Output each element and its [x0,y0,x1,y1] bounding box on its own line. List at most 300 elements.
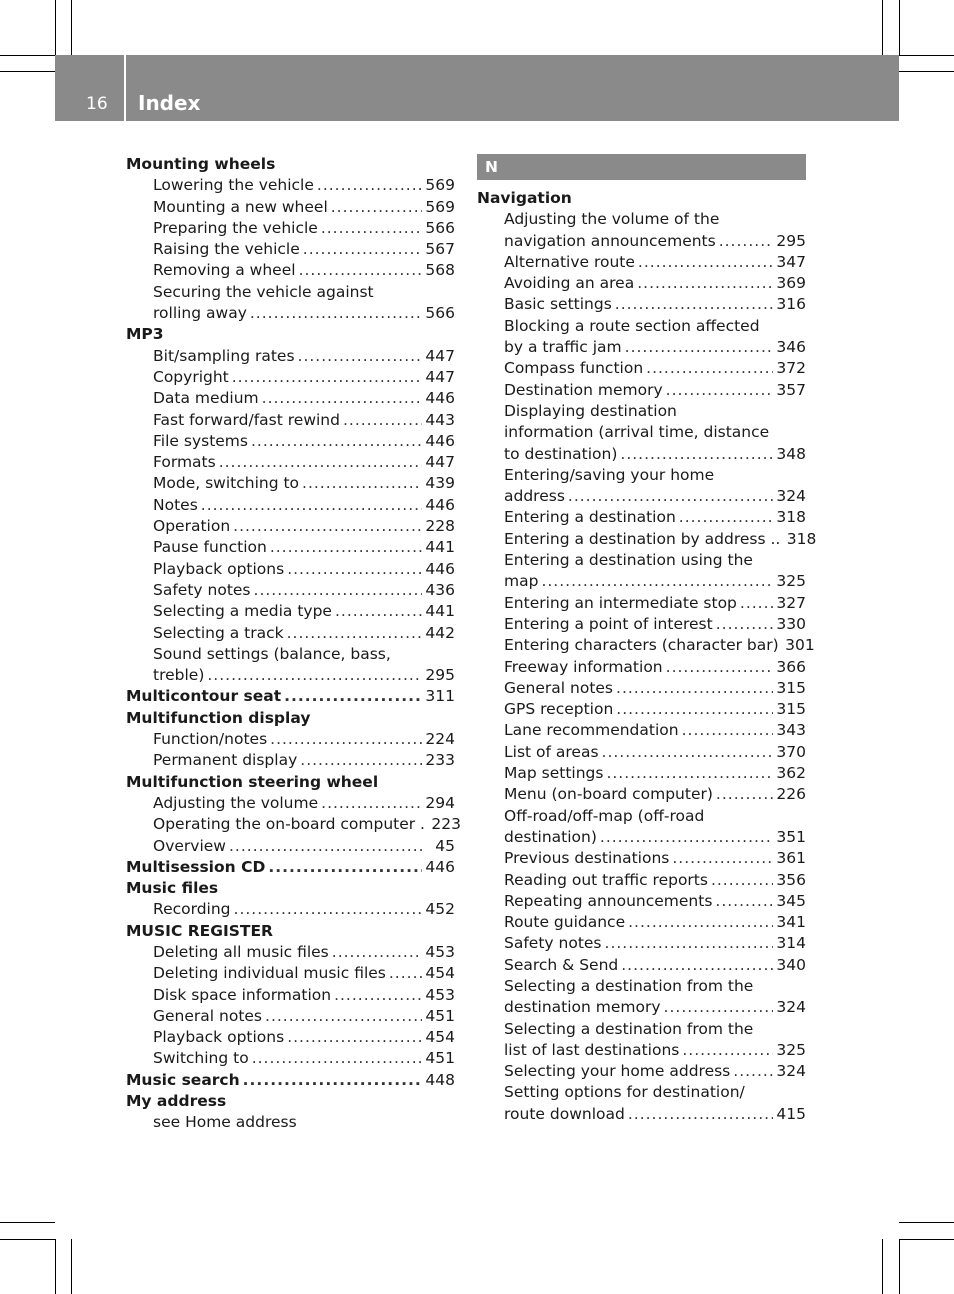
entry-text: Operating the on-board computer . [153,815,425,834]
entry-text: Securing the vehicle against [153,282,374,301]
index-entry [477,699,806,720]
dot-leader [243,1070,422,1091]
section-letter-bar: N [477,154,806,180]
entry-text: Bit/sampling rates [153,346,295,365]
dot-leader [389,963,422,984]
entry-text: Basic settings [504,295,612,314]
index-entry [126,644,455,665]
index-entry [477,1104,806,1125]
entry-text: Route guidance [504,913,626,932]
dot-leader [733,1061,773,1082]
dot-leader [664,997,773,1018]
entry-text: Operation [153,517,231,536]
index-entry [126,175,455,196]
page-reference: 453 [425,985,455,1004]
page-reference: 324 [776,1062,806,1081]
index-entry [126,282,455,303]
page-reference: 315 [776,700,806,719]
crop-mark [899,0,900,55]
page-number: 16 [86,94,108,114]
header-divider [124,55,126,121]
index-entry [477,529,817,550]
crop-mark [0,55,55,56]
entry-text: File systems [153,431,248,450]
dot-leader [303,239,422,260]
index-entry [477,316,806,337]
page-reference: 294 [425,793,455,812]
entry-text: Playback options [153,559,285,578]
index-entry [477,1040,806,1061]
index-heading [126,772,455,793]
index-entry [126,729,455,750]
page-reference: 566 [425,218,455,237]
page-reference: 318 [776,508,806,527]
entry-text: Selecting a track [153,623,284,642]
dot-leader [682,720,773,741]
index-entry [126,836,455,857]
entry-text: Sound settings (balance, bass, [153,644,391,663]
index-entry [477,1061,806,1082]
dot-leader [232,367,422,388]
index-heading [126,154,455,175]
index-entry [477,337,806,358]
page-reference: 446 [425,559,455,578]
index-entry [126,303,455,324]
dot-leader [270,729,422,750]
index-entry [477,358,806,379]
crop-mark [0,1222,55,1223]
index-entry [126,899,455,920]
page-reference: 324 [776,487,806,506]
page-reference: 318 [786,529,817,548]
entry-text: Multifunction display [126,708,311,727]
entry-text: Mounting wheels [126,155,276,173]
index-entry [126,942,455,963]
dot-leader [334,985,422,1006]
index-entry [126,601,455,622]
index-entry [126,623,455,644]
index-entry [477,806,806,827]
index-entry [126,963,455,984]
page-reference: 233 [425,751,455,770]
index-entry [126,197,455,218]
dot-leader [541,571,773,592]
index-entry [477,380,806,401]
entry-text: My address [126,1092,227,1111]
dot-leader [332,942,422,963]
crop-mark [899,1239,900,1294]
dot-leader [602,742,773,763]
index-column-right [477,154,817,1125]
dot-leader [287,559,422,580]
entry-text: Mounting a new wheel [153,197,328,216]
page-reference: 356 [776,870,806,889]
dot-leader [317,175,422,196]
crop-mark [899,71,954,72]
entry-text: Notes [153,495,198,514]
dot-leader [711,870,773,891]
index-entry [126,814,461,835]
entry-text: MP3 [126,325,164,344]
entry-text: Lane recommendation [504,721,679,740]
index-entry [126,750,455,771]
dot-leader [620,444,773,465]
entry-text: MUSIC REGISTER [126,921,273,940]
dot-leader [287,623,422,644]
index-entry [477,486,806,507]
index-heading [126,921,455,942]
page-reference: 343 [776,721,806,740]
entry-text: Repeating announcements [504,891,713,910]
dot-leader [679,507,773,528]
entry-text: Safety notes [504,934,602,953]
entry-text: address [504,487,565,506]
index-entry [477,273,806,294]
entry-text: GPS reception [504,700,614,719]
index-entry [477,997,806,1018]
page-reference: 361 [776,849,806,868]
entry-text: Playback options [153,1028,285,1047]
index-heading [126,878,455,899]
entry-text: Permanent display [153,751,298,770]
index-heading [126,857,455,878]
index-entry [477,593,806,614]
entry-text: Displaying destination [504,401,677,420]
dot-leader [715,891,773,912]
crop-mark [71,1239,72,1294]
entry-text: Disk space information [153,985,332,1004]
dot-leader [254,580,422,601]
page-reference: 315 [776,678,806,697]
page-reference: 446 [425,389,455,408]
entry-text: Adjusting the volume of the [504,210,720,229]
page-reference: 301 [785,636,815,655]
page-reference: 324 [776,998,806,1017]
crop-mark [882,0,883,55]
index-entry [477,252,806,273]
page-title: Index [138,91,201,115]
dot-leader [615,294,773,315]
dot-leader [616,678,773,699]
entry-text: Destination memory [504,380,663,399]
index-entry [126,1027,455,1048]
entry-text: Switching to [153,1049,249,1068]
dot-leader [284,686,422,707]
entry-text: rolling away [153,304,247,323]
index-entry [126,410,455,431]
page-reference: 442 [425,623,455,642]
index-entry [126,793,455,814]
index-entry [126,239,455,260]
entry-text: Entering a destination using the [504,551,753,570]
index-entry [126,367,455,388]
entry-text: Selecting your home address [504,1062,731,1081]
entry-text: Multisession CD [126,857,266,876]
page-reference: 362 [776,764,806,783]
dot-leader [233,516,422,537]
index-entry [126,537,455,558]
page-reference: 446 [425,857,455,876]
entry-text: information (arrival time, distance [504,423,770,442]
page-reference: 452 [425,900,455,919]
page-reference: 446 [425,431,455,450]
dot-leader [716,614,773,635]
dot-leader [666,380,773,401]
page-reference: 453 [425,942,455,961]
index-entry [126,1006,455,1027]
page-reference: 441 [425,538,455,557]
entry-text: Raising the vehicle [153,240,300,259]
index-entry [126,218,455,239]
page-reference: 347 [776,252,806,271]
dot-leader [605,933,773,954]
dot-leader [331,197,422,218]
entry-text: Data medium [153,389,259,408]
page-reference: 369 [776,274,806,293]
page-reference: 569 [425,197,455,216]
entry-text: Lowering the vehicle [153,176,314,195]
index-entry [126,388,455,409]
page-reference: 341 [776,913,806,932]
dot-leader [298,346,422,367]
dot-leader [719,231,773,252]
dot-leader [666,657,773,678]
page-reference: 226 [776,785,806,804]
dot-leader [299,260,422,281]
entry-text: Entering/saving your home [504,465,715,484]
page-reference: 372 [776,359,806,378]
index-heading [126,708,455,729]
page-reference: 439 [425,474,455,493]
entry-text: Reading out traffic reports [504,870,708,889]
crop-mark [899,1222,954,1223]
entry-text: Removing a wheel [153,261,296,280]
page-reference: 316 [776,295,806,314]
page-reference: 357 [776,380,806,399]
page-reference: 447 [425,367,455,386]
page-reference: 370 [776,742,806,761]
index-entry [126,516,455,537]
entry-text: Safety notes [153,580,251,599]
index-entry [477,635,815,656]
page-reference: 447 [425,346,455,365]
entry-text: Overview [153,836,226,855]
index-entry [477,209,806,230]
index-entry [477,507,806,528]
index-entry [477,550,806,571]
page-reference: 348 [776,444,806,463]
page-reference: 447 [425,453,455,472]
page-reference: 451 [425,1049,455,1068]
entry-text: Mode, switching to [153,474,300,493]
page-reference: 311 [425,687,455,706]
crop-mark [899,55,954,56]
crop-mark [71,0,72,55]
dot-leader [625,337,773,358]
index-entry [126,473,455,494]
page-reference: 454 [425,1028,455,1047]
index-entry [477,720,806,741]
entry-text: treble) [153,666,205,685]
page-reference: 566 [425,304,455,323]
dot-leader [646,358,773,379]
page-reference: 443 [425,410,455,429]
dot-leader [265,1006,422,1027]
index-heading [126,1070,455,1091]
page-reference: 327 [776,593,806,612]
dot-leader [251,431,422,452]
index-entry [477,933,806,954]
index-entry [477,465,806,486]
entry-text: Formats [153,453,216,472]
entry-text: Blocking a route section affected [504,316,760,335]
index-entry [477,401,806,422]
index-entry [126,452,455,473]
index-entry [477,912,806,933]
entry-text: Preparing the vehicle [153,218,318,237]
dot-leader [252,1048,422,1069]
index-entry [126,559,455,580]
page-reference: 325 [776,572,806,591]
entry-text: Navigation [477,189,572,207]
dot-leader [616,699,773,720]
index-entry [477,1082,806,1103]
index-entry [477,784,806,805]
index-entry [477,870,806,891]
entry-text: route download [504,1104,625,1123]
index-entry [477,614,806,635]
entry-text: Off-road/off-map (off-road [504,806,705,825]
dot-leader [250,303,422,324]
index-entry [126,260,455,281]
page-reference: 223 [431,815,461,834]
index-entry [477,231,806,252]
page-reference: 446 [425,495,455,514]
index-entry [477,422,806,443]
index-entry [126,580,455,601]
page-reference: 569 [425,176,455,195]
entry-text: Fast forward/fast rewind [153,410,340,429]
index-heading [126,686,455,707]
entry-text: Function/notes [153,730,268,749]
page-reference: 325 [776,1040,806,1059]
entry-text: List of areas [504,742,599,761]
dot-leader [321,218,422,239]
page-reference: 314 [776,934,806,953]
entry-text: Previous destinations [504,849,670,868]
entry-text: Adjusting the volume [153,793,319,812]
page-reference: 448 [425,1070,455,1089]
index-entry [477,657,806,678]
index-heading [477,188,806,209]
dot-leader [201,495,422,516]
entry-text: see Home address [153,1113,297,1132]
page-reference: 345 [776,891,806,910]
entry-text: Recording [153,900,231,919]
index-entry [477,1019,806,1040]
dot-leader [300,750,422,771]
index-heading [126,324,455,345]
entry-text: Selecting a media type [153,602,332,621]
crop-mark [55,0,56,55]
entry-text: Entering characters (character bar) [504,636,779,655]
index-entry [126,346,455,367]
entry-text: Search & Send [504,955,619,974]
index-entry [126,1048,455,1069]
crop-mark [899,1239,954,1240]
page-reference: 451 [425,1006,455,1025]
dot-leader [568,486,773,507]
page-reference: 346 [776,338,806,357]
page-reference: 567 [425,240,455,259]
index-entry [126,431,455,452]
entry-text: Map settings [504,764,604,783]
index-entry [126,1112,455,1133]
dot-leader [638,252,773,273]
entry-text: Entering an intermediate stop [504,593,737,612]
page-reference: 340 [776,955,806,974]
entry-text: Multicontour seat [126,687,282,706]
index-entry [126,665,455,686]
page-reference: 228 [425,517,455,536]
dot-leader [628,912,773,933]
crop-mark [0,71,55,72]
entry-text: Compass function [504,359,644,378]
entry-text: Copyright [153,367,229,386]
page-reference: 45 [435,836,455,855]
dot-leader [229,836,422,857]
index-heading [126,1091,455,1112]
entry-text: Pause function [153,538,267,557]
entry-text: General notes [504,678,614,697]
page-reference: 295 [425,666,455,685]
entry-text: Deleting all music files [153,942,329,961]
entry-text: Entering a destination by address .. [504,529,781,548]
index-entry [477,827,806,848]
crop-mark [882,1239,883,1294]
index-entry [477,742,806,763]
index-entry [477,444,806,465]
dot-leader [234,899,422,920]
entry-text: General notes [153,1006,263,1025]
entry-text: Entering a destination [504,508,676,527]
dot-leader [628,1104,773,1125]
page-reference: 568 [425,261,455,280]
index-entry [477,848,806,869]
dot-leader [335,601,422,622]
dot-leader [287,1027,422,1048]
page-reference: 366 [776,657,806,676]
entry-text: Selecting a destination from the [504,976,754,995]
page-reference: 415 [776,1104,806,1123]
entry-text: Music search [126,1070,240,1089]
dot-leader [600,827,773,848]
entry-text: destination) [504,827,597,846]
index-entry [477,763,806,784]
page-reference: 454 [425,964,455,983]
index-entry [477,294,806,315]
dot-leader [270,537,422,558]
dot-leader [302,473,422,494]
index-entry [477,571,806,592]
dot-leader [672,848,773,869]
index-entry [477,955,806,976]
entry-text: Deleting individual music files [153,964,386,983]
dot-leader [321,793,422,814]
dot-leader [207,665,422,686]
index-entry [126,985,455,1006]
entry-text: map [504,572,539,591]
